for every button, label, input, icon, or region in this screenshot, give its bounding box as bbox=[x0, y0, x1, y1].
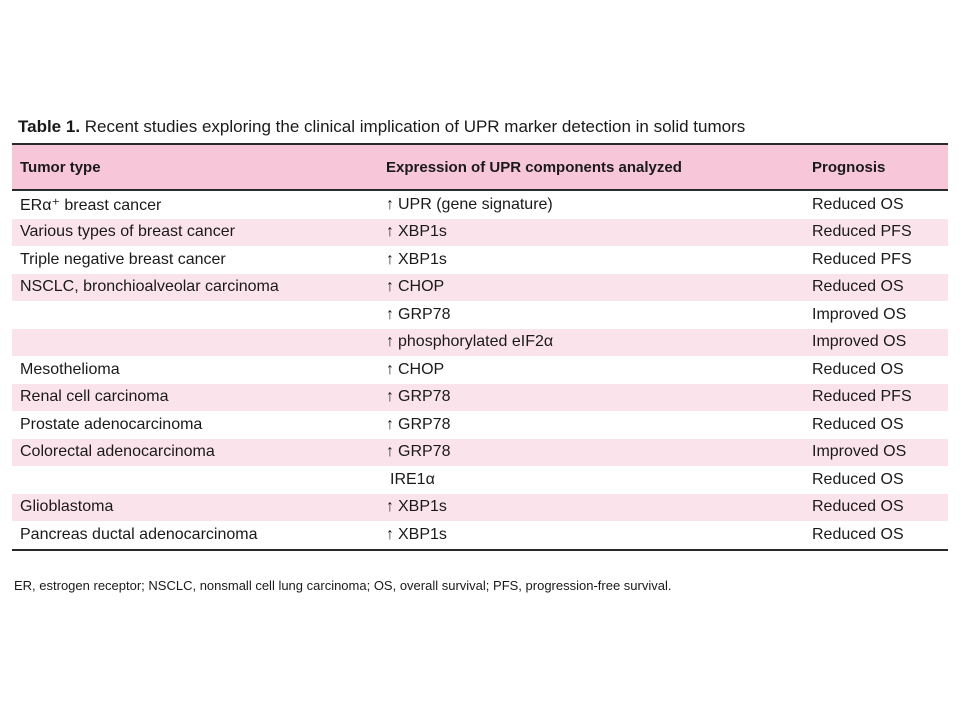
up-arrow-icon: ↑ bbox=[386, 305, 394, 323]
expression-text: IRE1α bbox=[390, 470, 435, 488]
cell-expression bbox=[378, 411, 804, 439]
expression-text: XBP1s bbox=[398, 525, 447, 543]
cell-tumor-type: ERα⁺ breast cancer bbox=[20, 196, 162, 214]
cell-prognosis: Improved OS bbox=[812, 443, 907, 461]
header-expression: Expression of UPR components analyzed bbox=[378, 144, 804, 190]
cell-tumor-type bbox=[12, 301, 378, 329]
expression-text: XBP1s bbox=[398, 498, 447, 516]
cell-expression bbox=[378, 274, 804, 302]
cell-expression bbox=[378, 521, 804, 550]
table-container bbox=[12, 117, 948, 551]
up-arrow-icon: ↑ bbox=[386, 388, 394, 406]
cell-prognosis: Reduced OS bbox=[812, 195, 904, 213]
table-row bbox=[12, 246, 948, 274]
cell-prognosis: Reduced PFS bbox=[812, 223, 912, 241]
cell-tumor-type: Glioblastoma bbox=[20, 498, 114, 516]
table-row bbox=[12, 329, 948, 357]
cell-tumor-type: NSCLC, bronchioalveolar carcinoma bbox=[20, 278, 279, 296]
cell-tumor-type bbox=[12, 466, 378, 494]
up-arrow-icon: ↑ bbox=[386, 498, 394, 516]
expression-text: GRP78 bbox=[398, 305, 451, 323]
cell-tumor-type: Colorectal adenocarcinoma bbox=[20, 443, 215, 461]
table-row bbox=[12, 439, 948, 467]
cell-tumor-type: Various types of breast cancer bbox=[20, 223, 235, 241]
cell-prognosis: Reduced PFS bbox=[812, 250, 912, 268]
cell-prognosis: Improved OS bbox=[812, 333, 907, 351]
table-header bbox=[12, 144, 948, 190]
expression-text: CHOP bbox=[398, 360, 445, 378]
cell-expression bbox=[378, 356, 804, 384]
expression-text: GRP78 bbox=[398, 443, 451, 461]
cell-expression bbox=[378, 246, 804, 274]
expression-text: GRP78 bbox=[398, 415, 451, 433]
table-row bbox=[12, 411, 948, 439]
table-row bbox=[12, 356, 948, 384]
cell-prognosis: Reduced OS bbox=[812, 470, 904, 488]
cell-tumor-type bbox=[12, 329, 378, 357]
header-row bbox=[12, 144, 948, 190]
cell-tumor-type: Triple negative breast cancer bbox=[20, 250, 226, 268]
cell-tumor-type: Pancreas ductal adenocarcinoma bbox=[12, 521, 378, 550]
cell-expression bbox=[378, 439, 804, 467]
cell-expression bbox=[378, 384, 804, 412]
table-caption bbox=[18, 117, 948, 137]
cell-expression bbox=[378, 494, 804, 522]
table-row bbox=[12, 274, 948, 302]
table-row bbox=[12, 466, 948, 494]
expression-text: CHOP bbox=[398, 278, 445, 296]
cell-prognosis: Improved OS bbox=[812, 305, 907, 323]
up-arrow-icon: ↑ bbox=[386, 333, 394, 351]
cell-prognosis: Reduced PFS bbox=[812, 388, 912, 406]
up-arrow-icon: ↑ bbox=[386, 250, 394, 268]
cell-prognosis: Reduced OS bbox=[804, 521, 948, 550]
up-arrow-icon: ↑ bbox=[386, 415, 394, 433]
table-footnote: ER, estrogen receptor; NSCLC, nonsmall cell lung carcinoma; OS, overall survival; PFS, progression-free survival. bbox=[14, 578, 672, 593]
cell-tumor-type: Renal cell carcinoma bbox=[20, 388, 169, 406]
cell-expression bbox=[378, 190, 804, 219]
header-prognosis: Prognosis bbox=[804, 144, 948, 190]
table-row bbox=[12, 219, 948, 247]
cell-expression bbox=[378, 466, 804, 494]
cell-prognosis: Reduced OS bbox=[812, 360, 904, 378]
upr-table bbox=[12, 143, 948, 551]
up-arrow-icon: ↑ bbox=[386, 360, 394, 378]
table-row bbox=[12, 384, 948, 412]
cell-expression bbox=[378, 301, 804, 329]
table-row bbox=[12, 521, 948, 550]
cell-prognosis: Reduced OS bbox=[812, 415, 904, 433]
table-row bbox=[12, 301, 948, 329]
cell-prognosis: Reduced OS bbox=[812, 278, 904, 296]
caption-label: Table 1. bbox=[18, 117, 81, 136]
header-tumor-type: Tumor type bbox=[12, 144, 378, 190]
expression-text: XBP1s bbox=[398, 250, 447, 268]
cell-tumor-type: Mesothelioma bbox=[20, 360, 120, 378]
cell-prognosis: Reduced OS bbox=[812, 498, 904, 516]
table-row bbox=[12, 494, 948, 522]
up-arrow-icon: ↑ bbox=[386, 223, 394, 241]
cell-expression bbox=[378, 329, 804, 357]
cell-expression bbox=[378, 219, 804, 247]
up-arrow-icon: ↑ bbox=[386, 525, 394, 543]
expression-text: GRP78 bbox=[398, 388, 451, 406]
up-arrow-icon: ↑ bbox=[386, 278, 394, 296]
up-arrow-icon: ↑ bbox=[386, 195, 394, 213]
table-body bbox=[12, 190, 948, 550]
caption-text: Recent studies exploring the clinical implication of UPR marker detection in solid tumors bbox=[84, 117, 746, 136]
table-row bbox=[12, 190, 948, 219]
expression-text: phosphorylated eIF2α bbox=[398, 333, 554, 351]
cell-tumor-type: Prostate adenocarcinoma bbox=[20, 415, 203, 433]
up-arrow-icon: ↑ bbox=[386, 443, 394, 461]
expression-text: XBP1s bbox=[398, 223, 447, 241]
expression-text: UPR (gene signature) bbox=[398, 195, 553, 213]
